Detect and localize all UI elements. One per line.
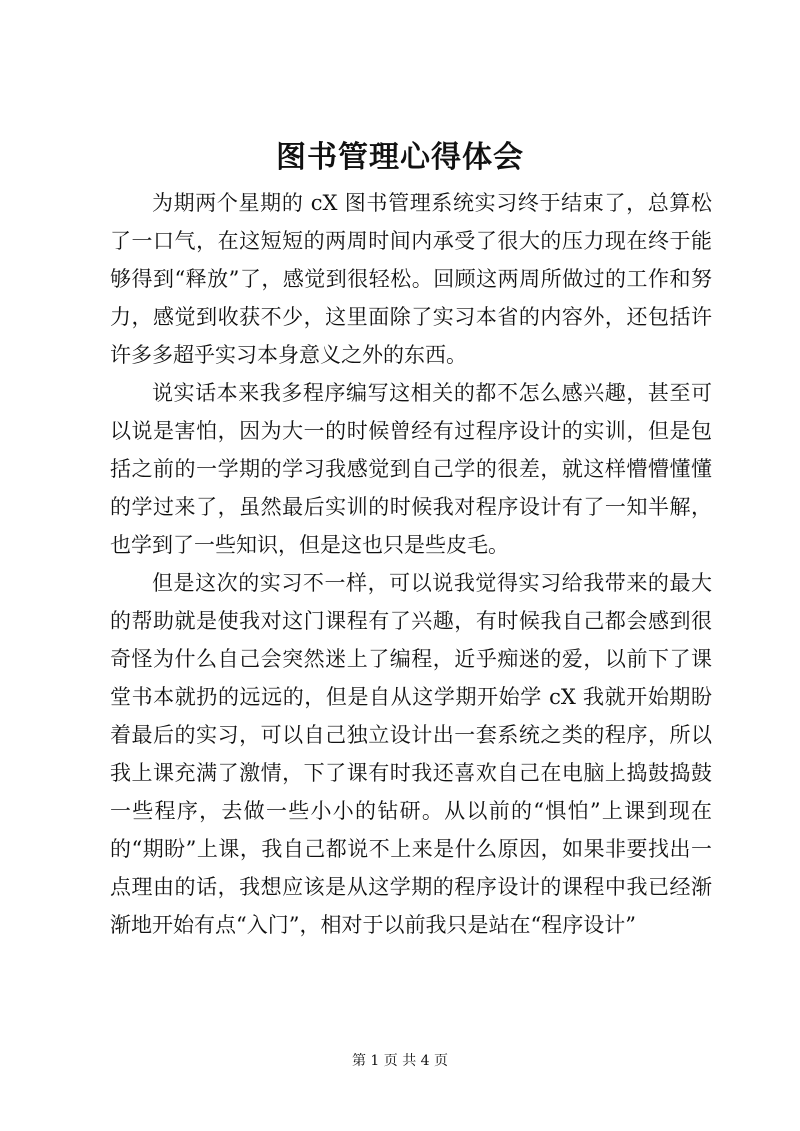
page-footer: 第 1 页 共 4 页 [351,1053,449,1069]
document-body [110,184,712,944]
document-title: 图书管理心得体会 [276,140,524,175]
paragraph-2: 说实话本来我多程序编写这相关的都不怎么感兴趣，甚至可以说是害怕，因为大一的时候曾经有过程序设计的实训，但是包括之前的一学期的学习我感觉到自己学的很差，就这样懵懵懂懂的学过来了，虽然最后实训的时候我对程序设计有了一知半解，也学到了一些知识，但是这也只是些皮毛。 [110,381,712,557]
paragraph-3: 但是这次的实习不一样，可以说我觉得实习给我带来的最大的帮助就是使我对这门课程有了兴趣，有时候我自己都会感到很奇怪为什么自己会突然迷上了编程，近乎痴迷的爱，以前下了课堂书本就扔的远远的，但是自从这学期开始学 cX 我就开始期盼着最后的实习，可以自己独立设计出一套系统之类的程序，所以我上课充满了激情，下了课有时我还喜欢自己在电脑上捣鼓捣鼓一些程序，去做一些小小的钻研。从以前的“惧怕”上课到现在的“期盼”上课，我自己都说不上来是什么原因，如果非要找出一点理由的话，我想应该是从这学期的程序设计的课程中我已经渐渐地开始有点“入门”，相对于以前我只是站在“程序设计” [110,571,712,937]
paragraph-1: 为期两个星期的 cX 图书管理系统实习终于结束了，总算松了一口气，在这短短的两周时间内承受了很大的压力现在终于能够得到“释放”了，感觉到很轻松。回顾这两周所做过的工作和努力，感觉到收获不少，这里面除了实习本省的内容外，还包括许许多多超乎实习本身意义之外的东西。 [110,191,712,367]
